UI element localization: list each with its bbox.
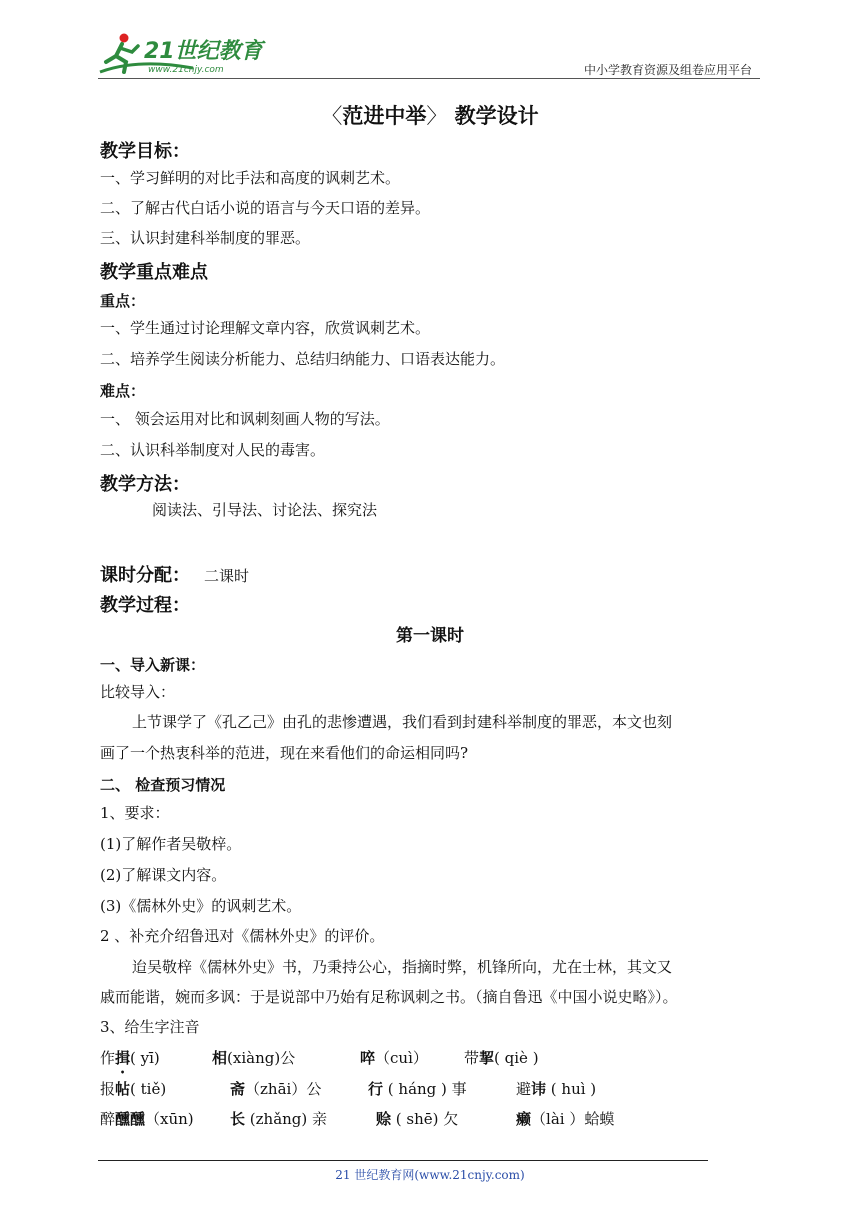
- section-subheading: 比较导入：: [100, 683, 176, 701]
- section-heading: 二、 检查预习情况: [100, 776, 226, 794]
- key-item: 二、培养学生阅读分析能力、总结归纳能力、口语表达能力。: [100, 350, 506, 368]
- footer-divider: [98, 1160, 708, 1161]
- page-title: [0, 100, 860, 130]
- goals-heading: 教学目标：: [100, 141, 190, 162]
- logo: [98, 28, 268, 76]
- pinyin-row: [100, 1047, 760, 1069]
- pinyin-item: 相(xiàng)公: [212, 1049, 296, 1067]
- pinyin-item: 赊 ( shē) 欠: [376, 1110, 459, 1128]
- header-platform-text: 中小学教育资源及组卷应用平台: [583, 63, 752, 77]
- hours-value: 二课时: [204, 567, 250, 585]
- requirement-item: (1)了解作者吴敬梓。: [100, 835, 242, 853]
- process-heading: 教学过程：: [100, 595, 190, 616]
- section-heading: 一、导入新课：: [100, 656, 206, 674]
- footer-link[interactable]: 21 世纪教育网(www.21cnjy.com): [335, 1168, 525, 1182]
- title-bracket-open: 〈: [321, 104, 343, 128]
- hours-label: 课时分配：: [100, 565, 190, 586]
- logo-url: www.21cnjy.com: [148, 65, 224, 75]
- difficult-label: 难点：: [100, 382, 146, 400]
- quote-line: 戚而能谐，婉而多讽：于是说部中乃始有足称讽刺之书。（摘自鲁迅《中国小说史略》）。: [100, 988, 678, 1006]
- pinyin-row: [100, 1078, 760, 1100]
- header-divider: [98, 78, 760, 79]
- requirement-label: 1、要求：: [100, 804, 170, 822]
- key-item: 一、学生通过讨论理解文章内容，欣赏讽刺艺术。: [100, 319, 431, 337]
- hours-heading: [100, 561, 249, 587]
- pinyin-item: 啐（cuì）: [360, 1049, 428, 1067]
- quote-line: 迨吴敬梓《儒林外史》书，乃秉持公心，指摘时弊，机锋所向，尤在士林，其文又: [132, 958, 673, 976]
- key-heading: 教学重点难点: [100, 262, 208, 283]
- lesson-title: 第一课时: [396, 626, 464, 646]
- difficult-item: 二、认识科举制度对人民的毒害。: [100, 441, 326, 459]
- pinyin-item: 行 ( háng ) 事: [368, 1080, 467, 1098]
- pinyin-item: 长 (zhǎng) 亲: [230, 1110, 328, 1128]
- pinyin-item: 作揖( yī): [100, 1049, 160, 1067]
- title-bracket-close: 〉: [426, 104, 448, 128]
- luxun-label: 2 、补充介绍鲁迅对《儒林外史》的评价。: [100, 927, 385, 945]
- page-header: [98, 28, 760, 80]
- pinyin-row: [100, 1108, 760, 1130]
- goal-item: 三、认识封建科举制度的罪恶。: [100, 229, 311, 247]
- pinyin-item: 癞（lài ）蛤蟆: [516, 1110, 615, 1128]
- pinyin-item: 避讳 ( huì ): [516, 1080, 597, 1098]
- pinyin-item: 斋（zhāi）公: [230, 1080, 322, 1098]
- goal-item: 一、学习鲜明的对比手法和高度的讽刺艺术。: [100, 169, 401, 187]
- pinyin-item: 醉醺醺（xūn): [100, 1110, 194, 1128]
- pinyin-item: 报帖( tiě): [100, 1080, 167, 1098]
- pinyin-label: 3、给生字注音: [100, 1018, 200, 1036]
- key-label: 重点：: [100, 292, 146, 310]
- runner-logo-icon: [98, 28, 268, 76]
- title-main: 范进中举: [342, 104, 427, 128]
- pinyin-item: 带挈( qiè ): [464, 1049, 539, 1067]
- logo-text: 21世纪教育: [144, 39, 263, 64]
- goal-item: 二、了解古代白话小说的语言与今天口语的差异。: [100, 199, 431, 217]
- method-text: 阅读法、引导法、讨论法、探究法: [152, 501, 378, 519]
- difficult-item: 一、 领会运用对比和讽刺刻画人物的写法。: [100, 410, 390, 428]
- requirement-item: (2)了解课文内容。: [100, 866, 227, 884]
- requirement-item: (3)《儒林外史》的讽刺艺术。: [100, 897, 302, 915]
- method-heading: 教学方法：: [100, 474, 190, 495]
- title-suffix: 教学设计: [454, 104, 539, 128]
- paragraph-line: 上节课学了《孔乙己》由孔的悲惨遭遇，我们看到封建科举制度的罪恶，本文也刻: [132, 713, 673, 731]
- paragraph-line: 画了一个热衷科举的范进，现在来看他们的命运相同吗?: [100, 744, 469, 762]
